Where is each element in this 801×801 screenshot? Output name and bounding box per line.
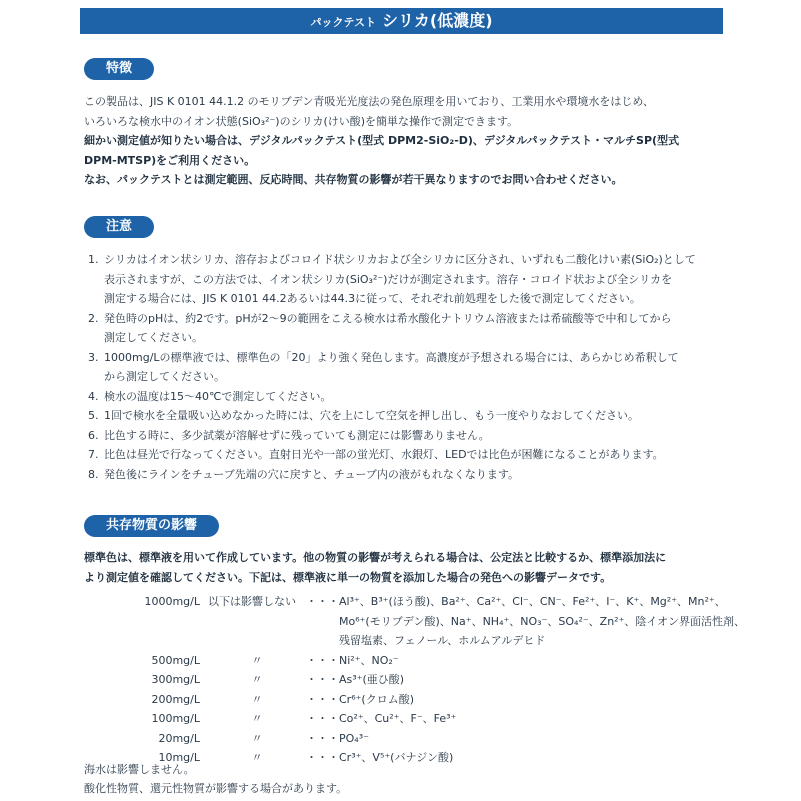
substances-cell	[339, 592, 759, 651]
caution-line: 発色時のpHは、約2です。pHが2〜9の範囲をこえる検水は希水酸化ナトリウム溶液または希硫酸等で中和してから	[104, 311, 672, 325]
concentration-cell: 20mg/L	[158, 731, 200, 745]
coexisting-heading: 共存物質の影響	[84, 515, 219, 537]
caution-number: 8.	[88, 467, 99, 481]
caution-item	[84, 387, 724, 407]
dots-cell: ・・・	[306, 731, 339, 745]
table-row	[84, 709, 759, 729]
dots-cell: ・・・	[306, 595, 339, 608]
features-heading: 特徴	[84, 58, 154, 80]
caution-number: 2.	[88, 311, 99, 325]
substances-line: Mo⁶⁺(モリブデン酸)、Na⁺、NH₄⁺、NO₃⁻、SO₄²⁻、Zn²⁺、陰イオン界面活性剤、	[339, 614, 746, 628]
table-row	[84, 729, 759, 749]
coexisting-intro-line: 標準色は、標準液を用いて作成しています。他の物質の影響が考えられる場合は、公定法と比較するか、標準添加法に	[84, 551, 667, 564]
note-cell: 〃	[251, 692, 263, 706]
table-row	[84, 670, 759, 690]
note-cell: 〃	[251, 653, 263, 667]
caution-number: 1.	[88, 253, 99, 266]
caution-item	[84, 445, 724, 465]
cautions-heading: 注意	[84, 216, 154, 238]
footer-note: 海水は影響しません。	[84, 763, 195, 776]
substances-cell: Co²⁺、Cu²⁺、F⁻、Fe³⁺	[339, 712, 457, 725]
note-cell: 以下は影響しない	[208, 595, 296, 608]
features-bold-line: なお、パックテストとは測定範囲、反応時間、共存物質の影響が若干異なりますのでお問い合わせください。	[84, 173, 623, 186]
coexisting-intro	[84, 548, 724, 587]
caution-number: 4.	[88, 389, 99, 403]
table-row	[84, 592, 759, 651]
table-row	[84, 651, 759, 671]
features-bold-line: DPM-MTSP)をご利用ください。	[84, 153, 256, 167]
note-cell: 〃	[251, 731, 263, 745]
note-cell: 〃	[251, 751, 263, 764]
dots-cell: ・・・	[306, 692, 339, 706]
dots-cell: ・・・	[306, 751, 339, 764]
page-title: シリカ(低濃度)	[382, 11, 493, 30]
title-bar	[80, 8, 723, 34]
concentration-cell: 500mg/L	[151, 653, 200, 667]
concentration-cell: 200mg/L	[151, 692, 200, 706]
caution-line: 検水の温度は15〜40℃で測定してください。	[104, 389, 332, 403]
substances-cell: PO₄³⁻	[339, 731, 369, 745]
caution-line: 比色は昼光で行なってください。直射日光や一部の蛍光灯、水銀灯、LEDでは比色が困難になることがあります。	[104, 448, 664, 461]
footer-note: 酸化性物質、還元性物質が影響する場合があります。	[84, 782, 348, 795]
caution-number: 7.	[88, 448, 99, 461]
substances-line: Al³⁺、B³⁺(ほう酸)、Ba²⁺、Ca²⁺、Cl⁻、CN⁻、Fe²⁺、I⁻、K⁺、Mg²⁺、Mn²⁺、	[339, 595, 726, 608]
caution-line: 1000mg/Lの標準液では、標準色の「20」より強く発色します。高濃度が予想される場合には、あらかじめ希釈して	[104, 350, 679, 364]
substances-cell: Cr³⁺、V⁵⁺(バナジン酸)	[339, 751, 454, 764]
caution-line: 測定する場合には、JIS K 0101 44.2あるいは44.3に従って、それぞれ前処理をした後で測定してください。	[104, 292, 641, 305]
caution-line: から測定してください。	[104, 370, 225, 383]
caution-number: 3.	[88, 350, 99, 364]
features-text	[84, 92, 724, 190]
caution-line: 発色後にラインをチューブ先端の穴に戻すと、チューブ内の液がもれなくなります。	[104, 467, 520, 481]
features-line: いろいろな検水中のイオン状態(SiO₃²⁻)のシリカ(けい酸)を簡単な操作で測定できます。	[84, 114, 519, 128]
coexisting-intro-line: より測定値を確認してください。下記は、標準液に単一の物質を添加した場合の発色への影響データです。	[84, 570, 612, 584]
dots-cell: ・・・	[306, 712, 339, 725]
caution-number: 5.	[88, 409, 99, 422]
caution-line: 1回で検水を全量吸い込めなかった時には、穴を上にして空気を押し出し、もう一度やりなおしてください。	[104, 409, 639, 422]
title-prefix: パックテスト	[310, 16, 377, 29]
caution-item	[84, 309, 724, 348]
note-cell: 〃	[251, 673, 263, 686]
dots-cell: ・・・	[306, 653, 339, 667]
concentration-cell: 10mg/L	[158, 751, 200, 764]
caution-line: シリカはイオン状シリカ、溶存およびコロイド状シリカおよび全シリカに区分され、いずれも二酸化けい素(SiO₂)として	[104, 253, 696, 266]
features-line: この製品は、JIS K 0101 44.1.2 のモリブデン青吸光光度法の発色原理を用いており、工業用水や環境水をはじめ、	[84, 95, 654, 108]
substances-cell: As³⁺(亜ひ酸)	[339, 673, 405, 686]
caution-item	[84, 348, 724, 387]
caution-line: 表示されますが、この方法では、イオン状シリカ(SiO₃²⁻)だけが測定されます。溶存・コロイド状および全シリカを	[104, 272, 673, 286]
caution-item	[84, 465, 724, 485]
substances-cell: Cr⁶⁺(クロム酸)	[339, 692, 415, 706]
caution-item	[84, 250, 724, 309]
note-cell: 〃	[251, 712, 263, 725]
substances-line: 残留塩素、フェノール、ホルムアルデヒド	[339, 634, 546, 647]
caution-line: 測定してください。	[104, 331, 203, 344]
dots-cell: ・・・	[306, 673, 339, 686]
caution-item	[84, 406, 724, 426]
caution-line: 比色する時に、多少試薬が溶解せずに残っていても測定には影響ありません。	[104, 428, 490, 442]
features-bold-line: 細かい測定値が知りたい場合は、デジタルパックテスト(型式 DPM2-SiO₂-D)、デジタルパックテスト・マルチSP(型式	[84, 134, 680, 147]
interference-table	[84, 592, 759, 768]
table-row	[84, 690, 759, 710]
cautions-list	[84, 250, 724, 484]
caution-item	[84, 426, 724, 446]
caution-number: 6.	[88, 428, 99, 442]
concentration-cell: 300mg/L	[151, 673, 200, 686]
concentration-cell: 100mg/L	[151, 712, 200, 725]
substances-cell: Ni²⁺、NO₂⁻	[339, 653, 399, 667]
concentration-cell: 1000mg/L	[144, 595, 200, 608]
